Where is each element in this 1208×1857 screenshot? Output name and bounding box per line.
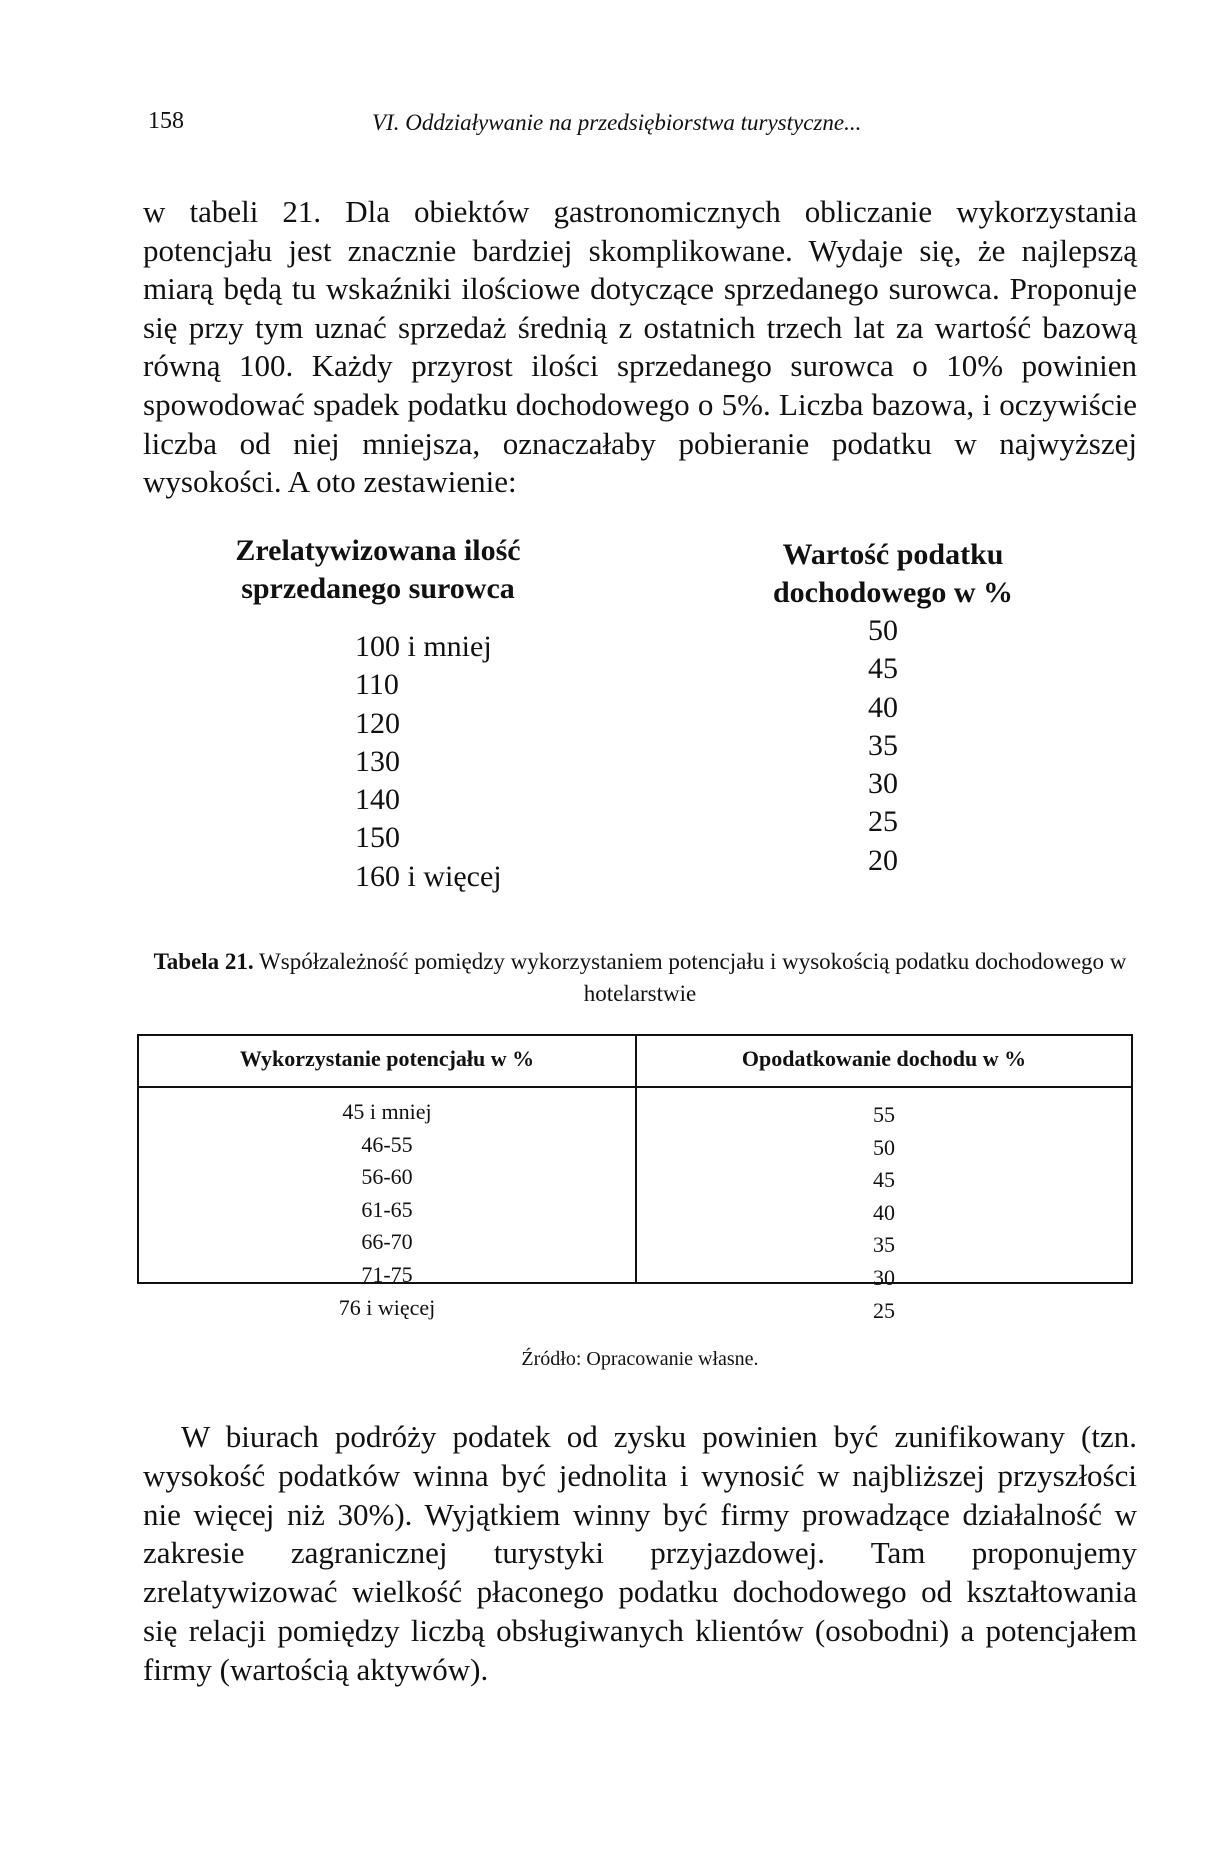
table-column-utilization bbox=[139, 1096, 635, 1324]
paragraph-intro: w tabeli 21. Dla obiektów gastronomicznych obliczanie wykorzystania potencjału jest znacznie bardziej skomplikowane. Wydaje się, że najlepszą miarą będą tu wskaźniki ilościowe dotyczące sprzedanego surowca. Proponuje się przy tym uznać sprzedaż średnią z ostatnich trzech lat za wartość bazową równą 100. Każdy przyrost ilości sprzedanego surowca o 10% powinien spowodować spadek podatku dochodowego o 5%. Liczba bazowa, i oczywiście liczba od niej mniejsza, oznaczałaby pobieranie podatku w najwyższej wysokości. A oto zestawienie: bbox=[143, 194, 1137, 500]
running-title: VI. Oddziaływanie na przedsiębiorstwa turystyczne... bbox=[372, 110, 862, 135]
table-cell: 76 i więcej bbox=[338, 1294, 436, 1320]
comparison-value: 50 bbox=[868, 614, 898, 647]
comparison-value: 35 bbox=[868, 728, 898, 762]
table-column-taxation bbox=[637, 1099, 1131, 1327]
table-cell: 25 bbox=[873, 1297, 895, 1323]
comparison-header-right: Wartość podatku dochodowego w % bbox=[772, 538, 1013, 609]
table-cell: 30 bbox=[873, 1264, 895, 1290]
comparison-value: 25 bbox=[868, 805, 898, 839]
paragraph-travel-agencies: W biurach podróży podatek od zysku powinien być zunifikowany (tzn. wysokość podatków winna być jednolita i wynosić w najbliższej przyszłości nie więcej niż 30%). Wyjątkiem winny być firmy prowadzące działalność w zakresie zagranicznej turystyki przyjazdowej. Tam proponujemy zrelatywizować wielkość płaconego podatku dochodowego od kształtowania się relacji pomiędzy liczbą obsługiwanych klientów (osobodni) a potencjałem firmy (wartością aktywów). bbox=[143, 1419, 1137, 1687]
comparison-value: 130 bbox=[355, 744, 400, 778]
comparison-value: 140 bbox=[355, 783, 400, 817]
table-cell: 55 bbox=[873, 1102, 895, 1127]
page-number: 158 bbox=[148, 108, 184, 134]
table-divider-horizontal bbox=[139, 1086, 1131, 1088]
table-cell: 46-55 bbox=[361, 1131, 413, 1157]
comparison-value: 40 bbox=[868, 690, 898, 724]
comparison-column-left bbox=[355, 628, 502, 896]
comparison-value: 100 i mniej bbox=[355, 630, 492, 663]
table-cell: 66-70 bbox=[361, 1229, 413, 1255]
table-source: Źródło: Opracowanie własne. bbox=[521, 1348, 759, 1370]
comparison-column-right bbox=[868, 612, 898, 880]
data-table bbox=[137, 1034, 1133, 1323]
comparison-value: 110 bbox=[355, 668, 399, 702]
table-cell: 40 bbox=[873, 1199, 895, 1225]
caption-text: Współzależność pomiędzy wykorzystaniem potencjału i wysokością podatku dochodowego w hotelarstwie bbox=[259, 949, 1127, 1006]
table-cell: 45 i mniej bbox=[342, 1099, 432, 1124]
comparison-value: 20 bbox=[868, 843, 898, 877]
table-cell: 50 bbox=[873, 1134, 895, 1160]
caption-label: Tabela 21. bbox=[153, 949, 254, 974]
comparison-block bbox=[143, 532, 1137, 902]
table-header-utilization: Wykorzystanie potencjału w % bbox=[239, 1046, 535, 1071]
comparison-value: 160 i więcej bbox=[355, 859, 502, 893]
comparison-value: 45 bbox=[868, 652, 898, 686]
comparison-value: 150 bbox=[355, 821, 400, 855]
table-cell: 35 bbox=[873, 1232, 895, 1258]
comparison-value: 30 bbox=[868, 767, 898, 801]
table-header-taxation: Opodatkowanie dochodu w % bbox=[741, 1046, 1027, 1071]
comparison-value: 120 bbox=[355, 706, 400, 740]
table-cell: 45 bbox=[873, 1167, 895, 1193]
table-cell: 61-65 bbox=[361, 1196, 413, 1222]
table-caption bbox=[143, 946, 1137, 1010]
comparison-header-left: Zrelatywizowana ilość sprzedanego surowca bbox=[235, 534, 521, 605]
table-cell: 56-60 bbox=[361, 1164, 413, 1190]
table-cell: 71-75 bbox=[361, 1261, 413, 1287]
